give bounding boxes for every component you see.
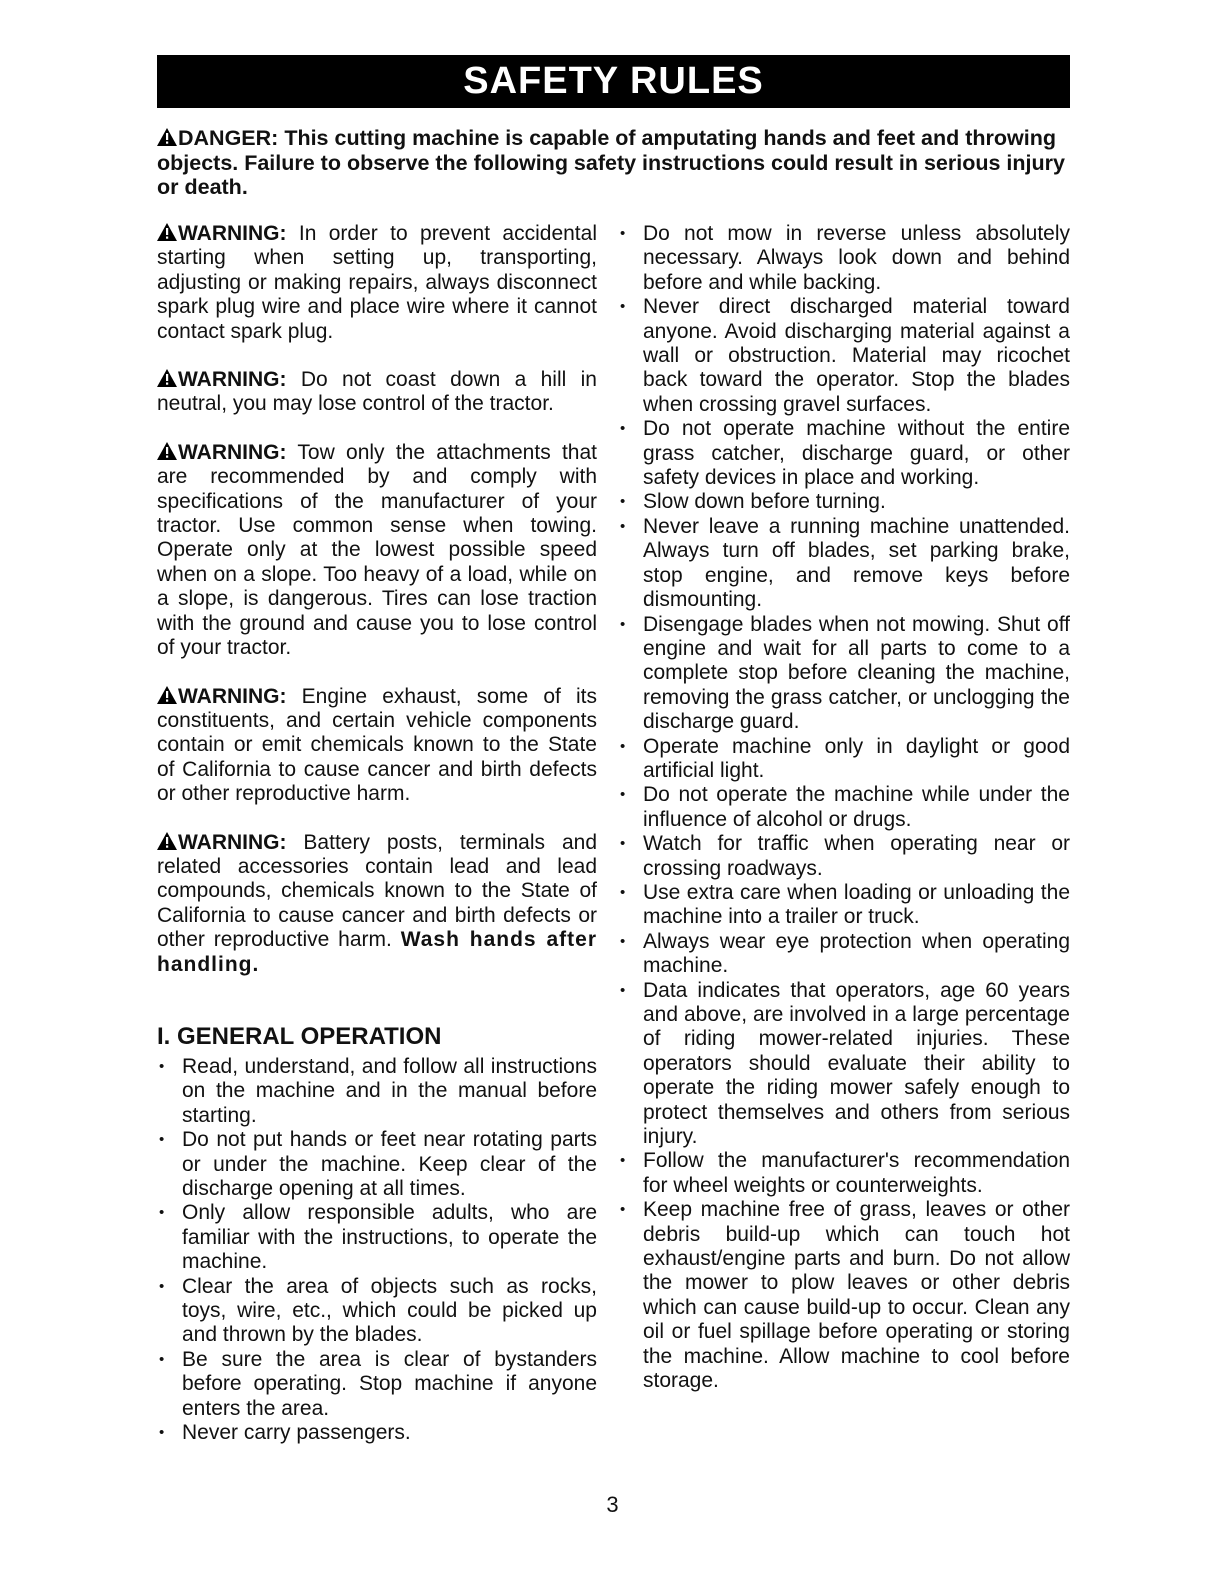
warning-label: WARNING: — [178, 830, 287, 854]
list-item: • Read, understand, and follow all instructions on the machine and in the manual before starting. — [157, 1055, 597, 1128]
warning-triangle-icon — [157, 223, 177, 241]
page-number: 3 — [606, 1492, 619, 1517]
rules-list-right — [618, 222, 1070, 1394]
list-item: • Never leave a running machine unattended. Always turn off blades, set parking brake, stop engine, and remove keys before dismounting. — [618, 515, 1070, 613]
warning-text: Battery posts, terminals and related accessories contain lead and lead compounds, chemicals known to the State of California to cause cancer and birth defects or other reproductive harm. — [157, 830, 597, 952]
list-item: • Never carry passengers. — [157, 1421, 597, 1445]
list-item: • Follow the manufacturer's recommendation for wheel weights or counterweights. — [618, 1149, 1070, 1198]
list-item: • Slow down before turning. — [618, 490, 1070, 514]
list-item: • Never direct discharged material toward anyone. Avoid discharging material against a wall or obstruction. Material may ricochet back toward the operator. Stop the blades when crossing gravel surfaces. — [618, 295, 1070, 417]
warning-triangle-icon — [157, 128, 177, 146]
section-heading: I. GENERAL OPERATION — [157, 1022, 442, 1050]
warning-text: Engine exhaust, some of its constituents, and certain vehicle components contain or emit chemicals known to the State of California to cause cancer and birth defects or other reproductive harm. — [157, 684, 597, 806]
warning-block — [157, 441, 597, 661]
danger-label: DANGER: — [178, 126, 279, 150]
list-item: • Be sure the area is clear of bystanders before operating. Stop machine if anyone enters the area. — [157, 1348, 597, 1421]
warning-triangle-icon — [157, 832, 177, 850]
danger-text: This cutting machine is capable of amputating hands and feet and throwing objects. Failure to observe the following safety instructions could result in serious injury or death. — [157, 126, 1065, 199]
page-title: SAFETY RULES — [157, 55, 1070, 108]
danger-notice — [157, 126, 1070, 200]
warning-label: WARNING: — [178, 684, 287, 708]
list-item: • Do not put hands or feet near rotating parts or under the machine. Keep clear of the discharge opening at all times. — [157, 1128, 597, 1201]
rules-list-left — [157, 1055, 597, 1446]
list-item: • Clear the area of objects such as rocks, toys, wire, etc., which could be picked up and thrown by the blades. — [157, 1275, 597, 1348]
warning-text: Tow only the attachments that are recommended by and comply with specifications of the manufacturer of your tractor. Use common sense when towing. Operate only at the lowest possible speed when on a slope. Too heavy of a load, while on a slope, is dangerous. Tires can lose traction with the ground and cause you to lose control of your tractor. — [157, 440, 597, 660]
right-column — [618, 222, 1070, 1394]
list-item: • Disengage blades when not mowing. Shut off engine and wait for all parts to come to a complete stop before cleaning the machine, removing the grass catcher, or unclogging the discharge guard. — [618, 613, 1070, 735]
list-item: • Data indicates that operators, age 60 years and above, are involved in a large percentage of riding mower-related injuries. These operators should evaluate their ability to operate the riding mower safely enough to protect themselves and others from serious injury. — [618, 979, 1070, 1150]
warning-block — [157, 831, 597, 977]
left-column — [157, 222, 597, 1445]
warning-emphasis: Wash hands after handling. — [157, 928, 597, 976]
warning-block — [157, 222, 597, 344]
warning-triangle-icon — [157, 686, 177, 704]
list-item: • Do not operate machine without the entire grass catcher, discharge guard, or other safety devices in place and working. — [618, 417, 1070, 490]
warning-triangle-icon — [157, 442, 177, 460]
list-item: • Do not operate the machine while under the influence of alcohol or drugs. — [618, 783, 1070, 832]
list-item: • Operate machine only in daylight or good artificial light. — [618, 735, 1070, 784]
warning-triangle-icon — [157, 369, 177, 387]
warning-label: WARNING: — [178, 440, 287, 464]
warning-text: Do not coast down a hill in neutral, you may lose control of the tractor. — [157, 368, 597, 416]
warning-label: WARNING: — [178, 222, 287, 245]
list-item: • Use extra care when loading or unloading the machine into a trailer or truck. — [618, 881, 1070, 930]
list-item: • Watch for traffic when operating near or crossing roadways. — [618, 832, 1070, 881]
list-item: • Always wear eye protection when operating machine. — [618, 930, 1070, 979]
warning-text: In order to prevent accidental starting when setting up, transporting, adjusting or making repairs, always disconnect spark plug wire and place wire where it cannot contact spark plug. — [157, 222, 597, 343]
list-item: • Do not mow in reverse unless absolutely necessary. Always look down and behind before and while backing. — [618, 222, 1070, 295]
list-item: • Keep machine free of grass, leaves or other debris build-up which can touch hot exhaust/engine parts and burn. Do not allow the mower to plow leaves or other debris which can cause build-up to occur. Clean any oil or fuel spillage before operating or storing the machine. Allow machine to cool before storage. — [618, 1198, 1070, 1393]
warning-block — [157, 368, 597, 417]
warning-block — [157, 685, 597, 807]
warning-label: WARNING: — [178, 368, 287, 392]
list-item: • Only allow responsible adults, who are familiar with the instructions, to operate the machine. — [157, 1201, 597, 1274]
